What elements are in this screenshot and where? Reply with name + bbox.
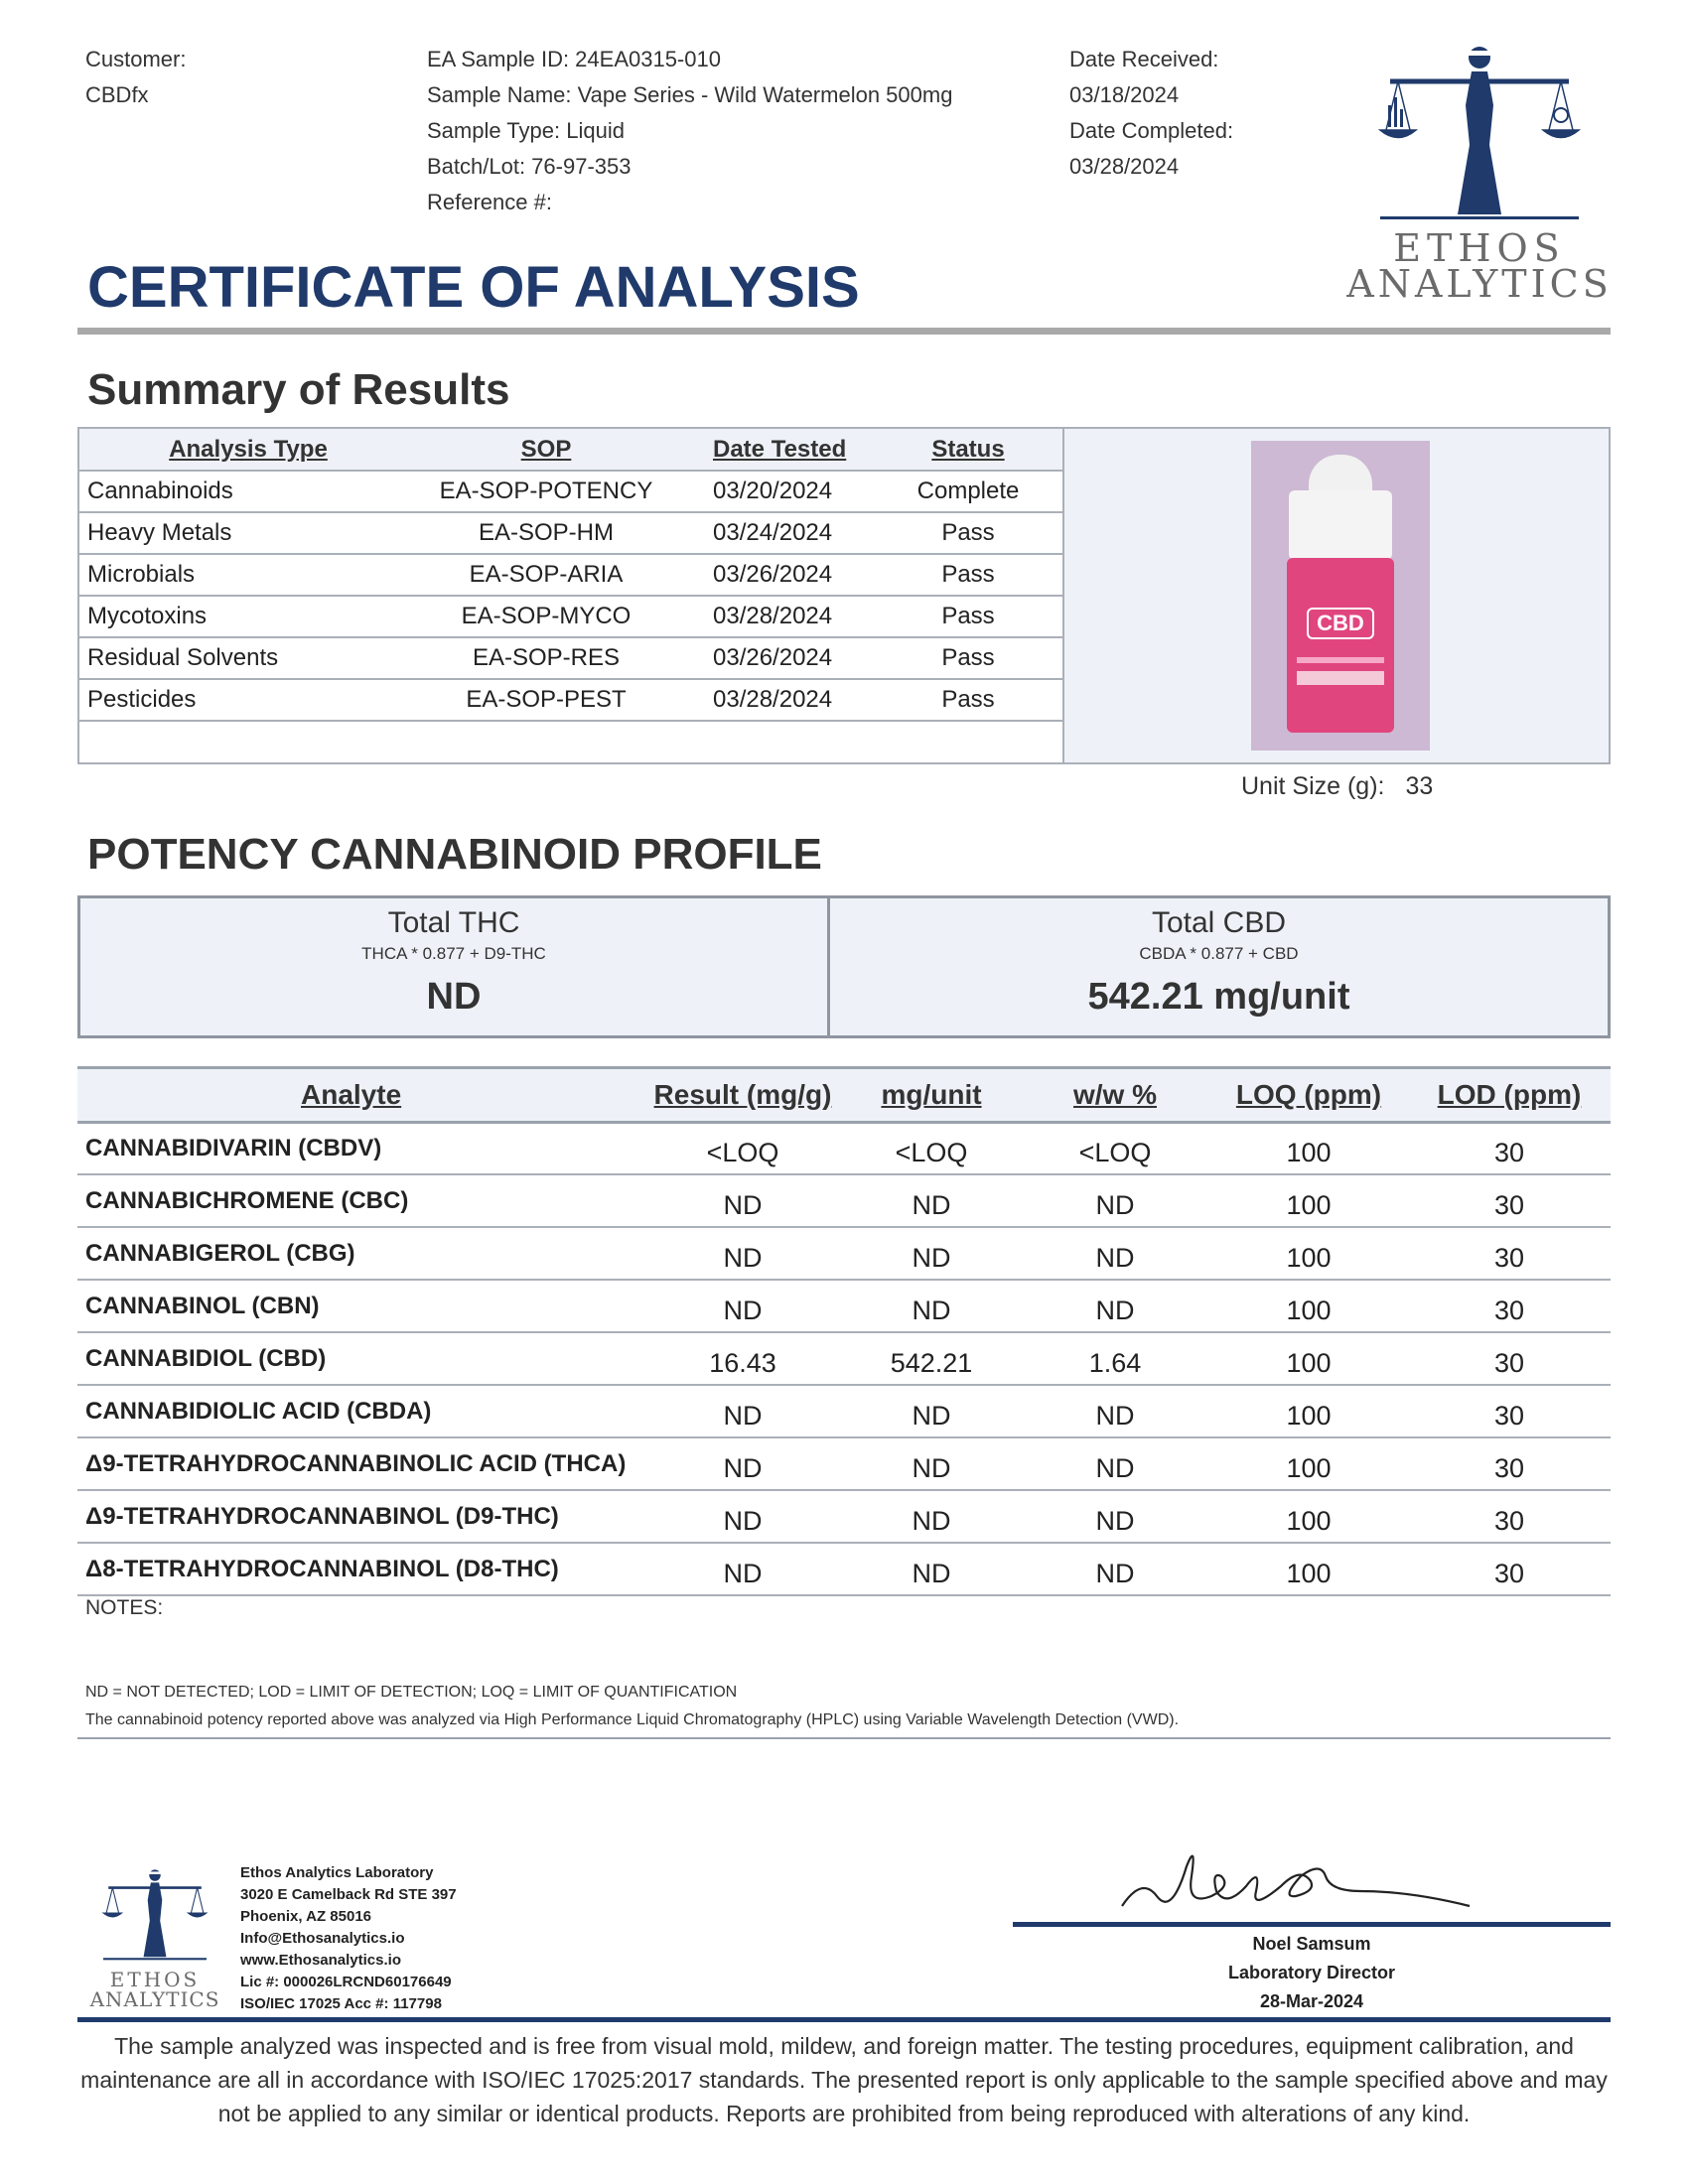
date-received: 03/18/2024 (1069, 82, 1180, 107)
total-cbd-formula: CBDA * 0.877 + CBD (1139, 944, 1299, 963)
table-row (77, 1332, 1611, 1385)
result: <LOQ (643, 1122, 842, 1174)
mg-unit: <LOQ (842, 1122, 1021, 1174)
col-loq: LOQ (ppm) (1209, 1069, 1408, 1122)
lab-license: Lic #: 000026LRCND60176649 (240, 1974, 452, 1990)
analyte-name: Δ8-TETRAHYDROCANNABINOL (D8-THC) (77, 1543, 643, 1595)
sample-name: Sample Name: Vape Series - Wild Watermelon 500mg (427, 82, 953, 107)
bottle-cap (1289, 490, 1392, 560)
analyte-name: CANNABIDIVARIN (CBDV) (77, 1122, 643, 1174)
customer-value: CBDfx (85, 82, 149, 107)
method-note: The cannabinoid potency reported above was analyzed via High Performance Liquid Chromatography (HPLC) using Variable Wavelength Detection (VWD). (85, 1711, 1180, 1728)
lod: 30 (1408, 1385, 1611, 1437)
disclaimer-line-2: maintenance are all in accordance with ISO/IEC 17025:2017 standards. The presented report is only applicable to the sample specified above and may (80, 2067, 1608, 2093)
col-mg-unit: mg/unit (842, 1069, 1021, 1122)
signature (1112, 1837, 1489, 1920)
result: ND (643, 1280, 842, 1332)
status: Pass (874, 637, 1062, 679)
potency-summary-box (77, 895, 1611, 1038)
label-stripe-2 (1297, 671, 1384, 685)
customer-label: Customer: (85, 47, 187, 71)
table-row (77, 1437, 1611, 1490)
table-row (77, 1385, 1611, 1437)
loq: 100 (1209, 1122, 1408, 1174)
lod: 30 (1408, 1437, 1611, 1490)
bottle-tip (1309, 455, 1372, 494)
signature-date: 28-Mar-2024 (1259, 1991, 1364, 2011)
mg-unit: ND (842, 1543, 1021, 1595)
total-thc-label: Total THC (387, 906, 520, 939)
abbreviation-legend: ND = NOT DETECTED; LOD = LIMIT OF DETECTION; LOQ = LIMIT OF QUANTIFICATION (85, 1684, 738, 1701)
total-cbd-panel (830, 898, 1608, 1035)
table-row (79, 554, 1062, 596)
mg-unit: ND (842, 1227, 1021, 1280)
col-status: Status (874, 429, 1062, 471)
analysis-type: Cannabinoids (79, 471, 417, 512)
unit-size-value: 33 (1405, 772, 1434, 800)
date-tested: 03/20/2024 (675, 471, 874, 512)
table-row (79, 637, 1062, 679)
analysis-type: Residual Solvents (79, 637, 417, 679)
footer-logo-text-ethos: ETHOS (109, 1968, 201, 1991)
total-cbd-value: 542.21 mg/unit (1087, 976, 1350, 1018)
result: 16.43 (643, 1332, 842, 1385)
footer-logo (77, 1858, 232, 2017)
table-row (77, 1227, 1611, 1280)
sample-id: EA Sample ID: 24EA0315-010 (427, 47, 721, 71)
loq: 100 (1209, 1437, 1408, 1490)
table-row (77, 1174, 1611, 1227)
signatory-name: Noel Samsum (1252, 1934, 1371, 1954)
batch-lot: Batch/Lot: 76-97-353 (427, 154, 632, 179)
mg-unit: ND (842, 1385, 1021, 1437)
lod: 30 (1408, 1280, 1611, 1332)
col-analyte: Analyte (77, 1069, 643, 1122)
col-result: Result (mg/g) (643, 1069, 842, 1122)
product-image-panel (1064, 429, 1609, 762)
date-completed: 03/28/2024 (1069, 154, 1180, 179)
mg-unit: ND (842, 1490, 1021, 1543)
result: ND (643, 1174, 842, 1227)
ww-percent: ND (1021, 1437, 1209, 1490)
ww-percent: ND (1021, 1174, 1209, 1227)
col-sop: SOP (417, 429, 675, 471)
total-thc-value: ND (426, 976, 482, 1018)
date-completed-label: Date Completed: (1069, 118, 1234, 143)
title-divider (77, 328, 1611, 335)
sample-info-block (427, 42, 952, 220)
ww-percent: <LOQ (1021, 1122, 1209, 1174)
table-row (79, 596, 1062, 637)
total-thc-panel (80, 898, 827, 1035)
mg-unit: ND (842, 1174, 1021, 1227)
logo-text-analytics: ANALYTICS (1346, 262, 1613, 306)
dates-block (1069, 42, 1233, 185)
date-tested: 03/26/2024 (675, 554, 874, 596)
analyte-table (77, 1069, 1611, 1596)
lod: 30 (1408, 1332, 1611, 1385)
reference: Reference #: (427, 190, 552, 214)
lab-website: www.Ethosanalytics.io (240, 1952, 401, 1969)
bottle-brand-label: CBD (1307, 608, 1374, 639)
lod: 30 (1408, 1227, 1611, 1280)
sop: EA-SOP-PEST (417, 679, 675, 721)
loq: 100 (1209, 1280, 1408, 1332)
date-received-label: Date Received: (1069, 47, 1219, 71)
scales-of-justice-icon (1331, 36, 1628, 224)
logo-text-ethos: ETHOS (1393, 226, 1566, 270)
analyte-name: Δ9-TETRAHYDROCANNABINOL (D9-THC) (77, 1490, 643, 1543)
date-tested: 03/28/2024 (675, 596, 874, 637)
lab-address-1: 3020 E Camelback Rd STE 397 (240, 1886, 457, 1903)
page-title: CERTIFICATE OF ANALYSIS (87, 255, 860, 320)
total-cbd-label: Total CBD (1151, 906, 1287, 939)
analyte-name: CANNABIDIOLIC ACID (CBDA) (77, 1385, 643, 1437)
footer-divider (77, 2017, 1611, 2022)
unit-size-label: Unit Size (g): (1241, 772, 1385, 800)
summary-title: Summary of Results (87, 365, 510, 414)
summary-frame (77, 427, 1611, 764)
ww-percent: ND (1021, 1543, 1209, 1595)
status: Pass (874, 554, 1062, 596)
signatory-role: Laboratory Director (1227, 1963, 1396, 1982)
mg-unit: ND (842, 1437, 1021, 1490)
loq: 100 (1209, 1227, 1408, 1280)
summary-table (79, 429, 1062, 722)
analysis-type: Microbials (79, 554, 417, 596)
sop: EA-SOP-MYCO (417, 596, 675, 637)
col-lod: LOD (ppm) (1408, 1069, 1611, 1122)
loq: 100 (1209, 1174, 1408, 1227)
sop: EA-SOP-POTENCY (417, 471, 675, 512)
lab-email: Info@Ethosanalytics.io (240, 1930, 405, 1947)
table-row (79, 471, 1062, 512)
signature-line (1013, 1922, 1611, 1927)
status: Pass (874, 596, 1062, 637)
potency-title: POTENCY CANNABINOID PROFILE (87, 830, 822, 879)
label-stripe (1297, 657, 1384, 663)
analysis-type: Pesticides (79, 679, 417, 721)
table-row (77, 1490, 1611, 1543)
ww-percent: ND (1021, 1490, 1209, 1543)
analyte-header-row (77, 1069, 1611, 1122)
sop: EA-SOP-HM (417, 512, 675, 554)
table-row (79, 679, 1062, 721)
loq: 100 (1209, 1332, 1408, 1385)
col-ww-percent: w/w % (1021, 1069, 1209, 1122)
lod: 30 (1408, 1122, 1611, 1174)
analyte-name: CANNABIDIOL (CBD) (77, 1332, 643, 1385)
date-tested: 03/28/2024 (675, 679, 874, 721)
disclaimer-line-3: not be applied to any similar or identical products. Reports are prohibited from being reproduced with alterations of any kind. (217, 2101, 1471, 2126)
table-row (77, 1122, 1611, 1174)
sop: EA-SOP-ARIA (417, 554, 675, 596)
loq: 100 (1209, 1490, 1408, 1543)
disclaimer-line-1: The sample analyzed was inspected and is free from visual mold, mildew, and foreign matter. The testing procedures, equipment calibration, and (114, 2033, 1574, 2059)
footer-logo-text-analytics: ANALYTICS (89, 1987, 220, 2011)
status: Pass (874, 512, 1062, 554)
loq: 100 (1209, 1385, 1408, 1437)
bottle-body (1287, 558, 1394, 733)
col-analysis-type: Analysis Type (79, 429, 417, 471)
status: Pass (874, 679, 1062, 721)
disclaimer (40, 2029, 1648, 2130)
signatory-block (1013, 1930, 1611, 2016)
table-row (77, 1280, 1611, 1332)
product-photo (1251, 441, 1430, 751)
result: ND (643, 1490, 842, 1543)
ww-percent: ND (1021, 1385, 1209, 1437)
analysis-type: Mycotoxins (79, 596, 417, 637)
lab-name: Ethos Analytics Laboratory (240, 1864, 434, 1881)
notes-divider (77, 1737, 1611, 1739)
lab-iso: ISO/IEC 17025 Acc #: 117798 (240, 1995, 442, 2012)
result: ND (643, 1227, 842, 1280)
result: ND (643, 1543, 842, 1595)
date-tested: 03/26/2024 (675, 637, 874, 679)
summary-table-area (79, 429, 1062, 762)
analysis-type: Heavy Metals (79, 512, 417, 554)
table-row (77, 1543, 1611, 1595)
analyte-name: CANNABINOL (CBN) (77, 1280, 643, 1332)
ww-percent: ND (1021, 1280, 1209, 1332)
mg-unit: 542.21 (842, 1332, 1021, 1385)
result: ND (643, 1385, 842, 1437)
lod: 30 (1408, 1174, 1611, 1227)
ww-percent: ND (1021, 1227, 1209, 1280)
analyte-name: CANNABICHROMENE (CBC) (77, 1174, 643, 1227)
table-row (79, 512, 1062, 554)
lod: 30 (1408, 1490, 1611, 1543)
scales-of-justice-icon (77, 1858, 232, 1968)
ethos-logo (1331, 36, 1628, 306)
sample-type: Sample Type: Liquid (427, 118, 625, 143)
lab-contact-block (240, 1862, 457, 2015)
analyte-name: CANNABIGEROL (CBG) (77, 1227, 643, 1280)
lod: 30 (1408, 1543, 1611, 1595)
lab-address-2: Phoenix, AZ 85016 (240, 1908, 371, 1925)
total-thc-formula: THCA * 0.877 + D9-THC (361, 944, 546, 963)
summary-header-row (79, 429, 1062, 471)
col-date-tested: Date Tested (675, 429, 874, 471)
status: Complete (874, 471, 1062, 512)
customer-block (85, 42, 186, 113)
loq: 100 (1209, 1543, 1408, 1595)
date-tested: 03/24/2024 (675, 512, 874, 554)
ww-percent: 1.64 (1021, 1332, 1209, 1385)
mg-unit: ND (842, 1280, 1021, 1332)
unit-size (1241, 772, 1433, 801)
sop: EA-SOP-RES (417, 637, 675, 679)
notes-label: NOTES: (85, 1596, 164, 1619)
signature-scribble (1112, 1837, 1489, 1920)
result: ND (643, 1437, 842, 1490)
analyte-name: Δ9-TETRAHYDROCANNABINOLIC ACID (THCA) (77, 1437, 643, 1490)
